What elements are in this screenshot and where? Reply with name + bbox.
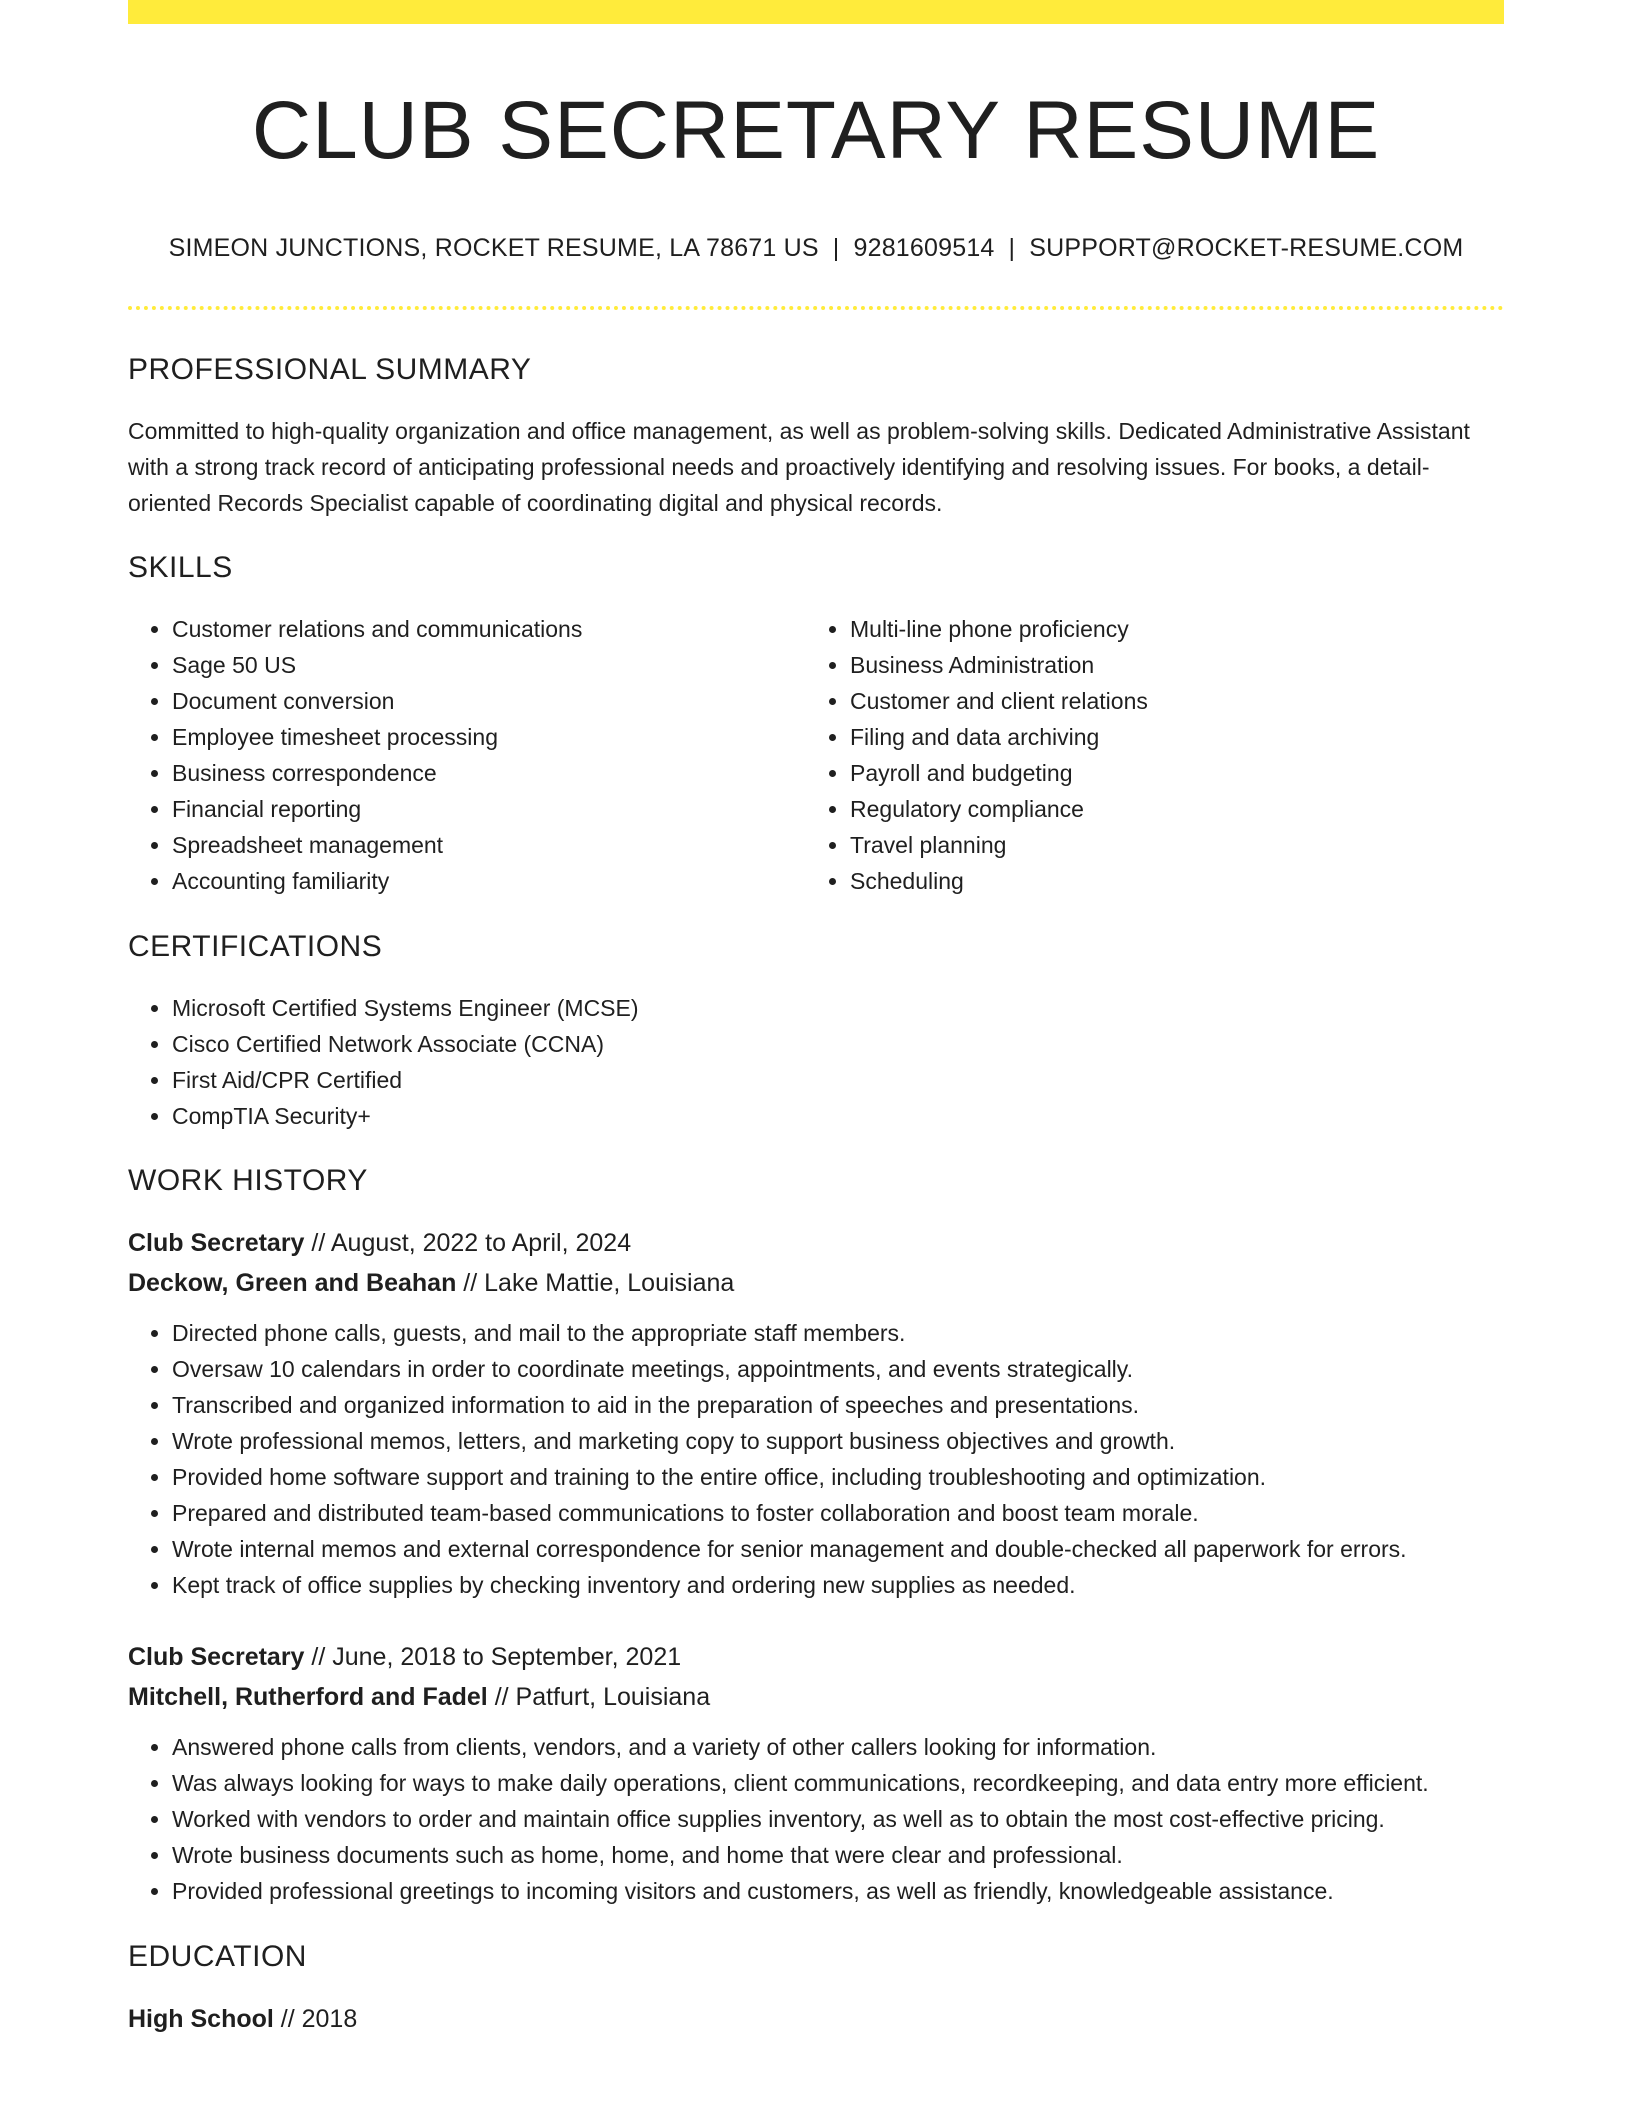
dotted-divider [128, 306, 1504, 310]
skills-list-right [806, 611, 1484, 899]
job-location: // Lake Mattie, Louisiana [456, 1269, 735, 1297]
job-duty: • Answered phone calls from clients, vendors, and a variety of other callers looking for information. [172, 1729, 1504, 1765]
skill-item: • Sage 50 US [172, 647, 806, 683]
education-year: // 2018 [273, 2005, 358, 2033]
job-duty: • Directed phone calls, guests, and mail to the appropriate staff members. [172, 1315, 1504, 1351]
skill-item: • Spreadsheet management [172, 827, 806, 863]
education-entry [128, 1999, 1504, 2039]
skill-item: • Employee timesheet processing [172, 719, 806, 755]
job-title-line [128, 1637, 1504, 1677]
job-duty: • Prepared and distributed team-based communications to foster collaboration and boost team morale. [172, 1495, 1504, 1531]
job-duty: • Kept track of office supplies by checking inventory and ordering new supplies as needed. [172, 1567, 1504, 1603]
skills-heading: SKILLS [128, 551, 233, 584]
skills-column-right [806, 611, 1484, 899]
skill-item: • Scheduling [850, 863, 1484, 899]
job-company-line [128, 1677, 1504, 1717]
contact-line [128, 232, 1504, 264]
job-title: Club Secretary [128, 1229, 305, 1257]
skill-item: • Filing and data archiving [850, 719, 1484, 755]
job-duty: • Oversaw 10 calendars in order to coordinate meetings, appointments, and events strategically. [172, 1351, 1504, 1387]
contact-separator: | [832, 234, 840, 262]
accent-top-bar [128, 0, 1504, 24]
contact-phone: 9281609514 [853, 234, 995, 262]
skill-item: • Travel planning [850, 827, 1484, 863]
certifications-list [128, 990, 1504, 1134]
skills-grid [128, 611, 1504, 899]
work-history-heading: WORK HISTORY [128, 1164, 368, 1197]
job-duty: • Provided home software support and training to the entire office, including troubleshooting and optimization. [172, 1459, 1504, 1495]
job-duties-list [128, 1315, 1504, 1603]
skill-item: • Customer relations and communications [172, 611, 806, 647]
job-duties-list [128, 1729, 1504, 1909]
certification-item: • Cisco Certified Network Associate (CCNA) [172, 1026, 1504, 1062]
skill-item: • Business Administration [850, 647, 1484, 683]
skill-item: • Accounting familiarity [172, 863, 806, 899]
resume-page [128, 0, 1504, 2039]
contact-address: SIMEON JUNCTIONS, ROCKET RESUME, LA 78671 US [168, 234, 819, 262]
job-duty: • Wrote internal memos and external correspondence for senior management and double-checked all paperwork for errors. [172, 1531, 1504, 1567]
job-dates: // June, 2018 to September, 2021 [304, 1643, 682, 1671]
job-duty: • Wrote business documents such as home, home, and home that were clear and professional. [172, 1837, 1504, 1873]
skill-item: • Payroll and budgeting [850, 755, 1484, 791]
skill-item: • Customer and client relations [850, 683, 1484, 719]
skill-item: • Financial reporting [172, 791, 806, 827]
certification-item: • First Aid/CPR Certified [172, 1062, 1504, 1098]
skill-item: • Business correspondence [172, 755, 806, 791]
certifications-heading: CERTIFICATIONS [128, 930, 383, 963]
job-title-line [128, 1223, 1504, 1263]
contact-separator: | [1008, 234, 1016, 262]
skills-column-left [128, 611, 806, 899]
skill-item: • Multi-line phone proficiency [850, 611, 1484, 647]
skill-item: • Regulatory compliance [850, 791, 1484, 827]
contact-email: SUPPORT@ROCKET-RESUME.COM [1029, 234, 1464, 262]
education-degree: High School [128, 2005, 274, 2033]
summary-heading: PROFESSIONAL SUMMARY [128, 353, 532, 386]
job-duty: • Wrote professional memos, letters, and marketing copy to support business objectives and growth. [172, 1423, 1504, 1459]
education-heading: EDUCATION [128, 1940, 307, 1973]
job-company-line [128, 1263, 1504, 1303]
job-location: // Patfurt, Louisiana [487, 1683, 711, 1711]
certification-item: • CompTIA Security+ [172, 1098, 1504, 1134]
job-duty: • Transcribed and organized information to aid in the preparation of speeches and presentations. [172, 1387, 1504, 1423]
job-dates: // August, 2022 to April, 2024 [304, 1229, 632, 1257]
skill-item: • Document conversion [172, 683, 806, 719]
summary-text: Committed to high-quality organization and office management, as well as problem-solving skills. Dedicated Administrative Assistant with a strong track record of anticipating professional needs and proactively identifying and resolving issues. For books, a detail-oriented Records Specialist capable of coordinating digital and physical records. [128, 418, 1470, 516]
job-company: Deckow, Green and Beahan [128, 1269, 457, 1297]
job-company: Mitchell, Rutherford and Fadel [128, 1683, 488, 1711]
job-title: Club Secretary [128, 1643, 305, 1671]
job-entry [128, 1223, 1504, 1603]
skills-list-left [128, 611, 806, 899]
job-duty: • Was always looking for ways to make daily operations, client communications, recordkeeping, and data entry more efficient. [172, 1765, 1504, 1801]
job-duty: • Provided professional greetings to incoming visitors and customers, as well as friendly, knowledgeable assistance. [172, 1873, 1504, 1909]
resume-title: CLUB SECRETARY RESUME [251, 85, 1381, 176]
certification-item: • Microsoft Certified Systems Engineer (MCSE) [172, 990, 1504, 1026]
job-entry [128, 1637, 1504, 1909]
job-duty: • Worked with vendors to order and maintain office supplies inventory, as well as to obtain the most cost-effective pricing. [172, 1801, 1504, 1837]
